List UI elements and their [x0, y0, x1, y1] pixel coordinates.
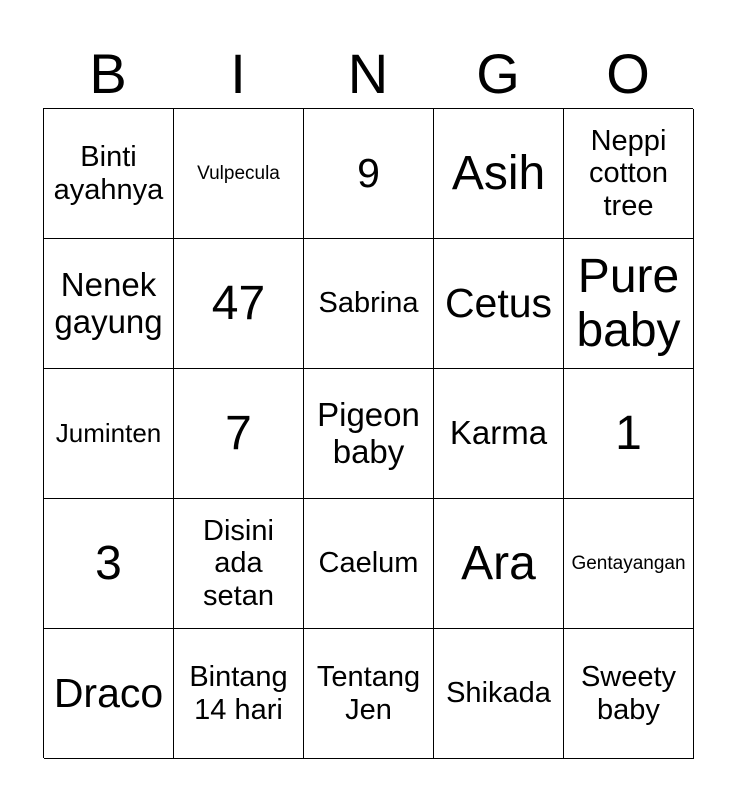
- bingo-header: [43, 40, 693, 108]
- bingo-cell[interactable]: Binti ayahnya: [44, 109, 174, 239]
- bingo-cell[interactable]: 47: [174, 239, 304, 369]
- header-letter-n: N: [347, 42, 389, 105]
- bingo-cell[interactable]: Bintang 14 hari: [174, 629, 304, 759]
- bingo-cell[interactable]: Pure baby: [564, 239, 694, 369]
- bingo-cell[interactable]: Cetus: [434, 239, 564, 369]
- bingo-cell[interactable]: Draco: [44, 629, 174, 759]
- bingo-cell[interactable]: 7: [174, 369, 304, 499]
- bingo-cell[interactable]: Disini ada setan: [174, 499, 304, 629]
- header-letter-g: G: [476, 42, 520, 105]
- bingo-cell[interactable]: Shikada: [434, 629, 564, 759]
- bingo-cell[interactable]: Gentayangan: [564, 499, 694, 629]
- bingo-cell[interactable]: 9: [304, 109, 434, 239]
- bingo-cell[interactable]: Karma: [434, 369, 564, 499]
- bingo-cell[interactable]: Neppi cotton tree: [564, 109, 694, 239]
- bingo-cell[interactable]: Sweety baby: [564, 629, 694, 759]
- bingo-cell[interactable]: Pigeon baby: [304, 369, 434, 499]
- header-letter-b: B: [89, 42, 127, 105]
- bingo-cell[interactable]: 3: [44, 499, 174, 629]
- bingo-cell[interactable]: Juminten: [44, 369, 174, 499]
- bingo-cell[interactable]: Sabrina: [304, 239, 434, 369]
- bingo-cell[interactable]: Tentang Jen: [304, 629, 434, 759]
- bingo-cell[interactable]: Caelum: [304, 499, 434, 629]
- bingo-cell[interactable]: Asih: [434, 109, 564, 239]
- bingo-cell[interactable]: Vulpecula: [174, 109, 304, 239]
- bingo-cell[interactable]: 1: [564, 369, 694, 499]
- bingo-cell[interactable]: Ara: [434, 499, 564, 629]
- bingo-cell[interactable]: Nenek gayung: [44, 239, 174, 369]
- bingo-grid: [43, 108, 693, 758]
- header-letter-i: I: [230, 42, 246, 105]
- header-letter-o: O: [606, 42, 650, 105]
